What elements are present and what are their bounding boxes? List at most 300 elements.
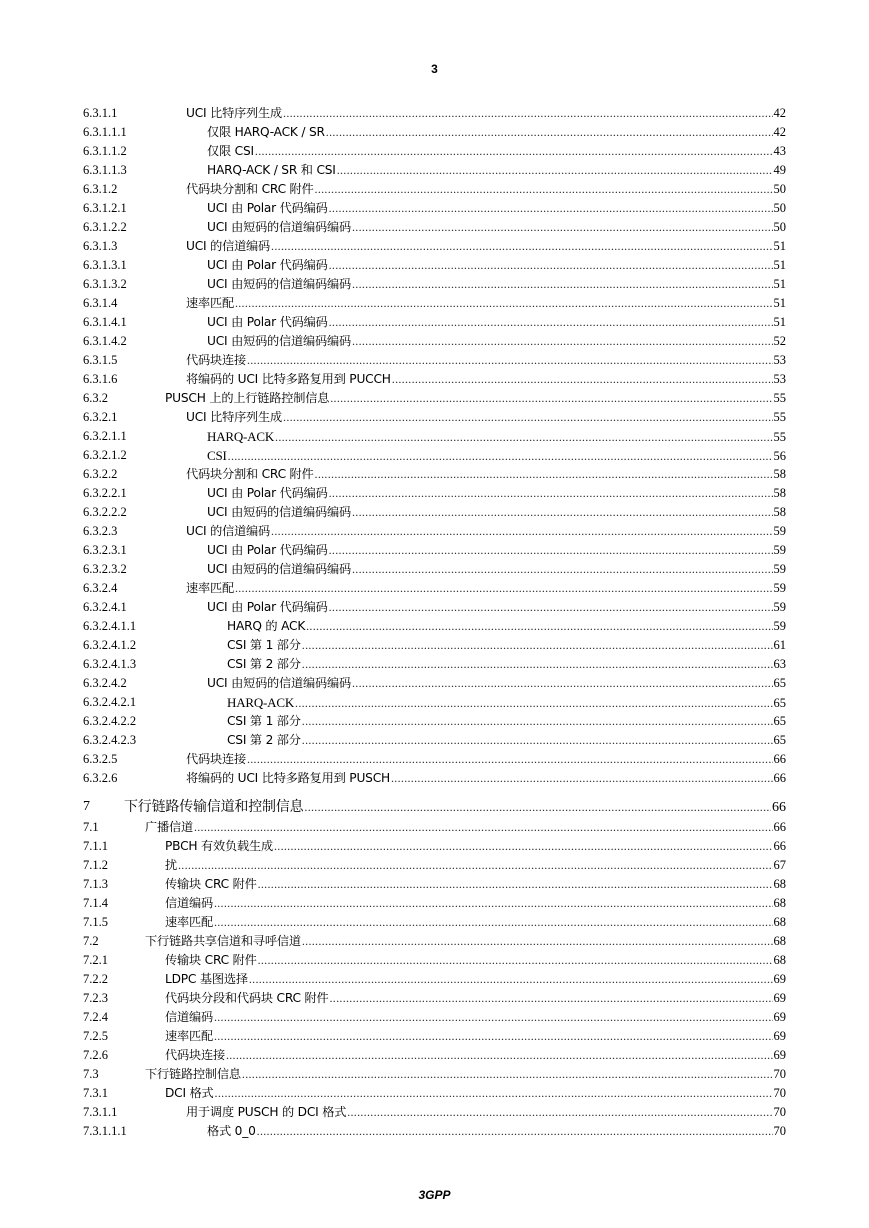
toc-page-number: 63 — [773, 657, 786, 671]
toc-dot-leader — [352, 218, 773, 237]
toc-entry — [207, 446, 786, 466]
toc-page-number: 67 — [773, 858, 786, 872]
toc-title: CSI 第 2 部分 — [227, 733, 301, 747]
toc-page-number: 56 — [773, 449, 786, 463]
toc-page-number: 59 — [773, 619, 786, 633]
toc-dot-leader — [274, 837, 773, 856]
toc-dot-leader — [228, 447, 773, 466]
toc-row[interactable] — [83, 313, 786, 332]
toc-page-number: 65 — [773, 696, 786, 710]
toc-section-number: 6.3.2.4.1.1 — [83, 619, 137, 633]
toc-row[interactable] — [83, 237, 786, 256]
toc-row[interactable] — [83, 389, 786, 408]
toc-row[interactable] — [83, 104, 786, 123]
toc-page-number: 59 — [773, 581, 786, 595]
toc-title: 仅限 CSI — [207, 144, 254, 158]
toc-row[interactable] — [83, 1027, 786, 1046]
toc-title: LDPC 基图选择 — [165, 972, 248, 986]
toc-page-number: 69 — [773, 991, 786, 1005]
toc-page-number: 43 — [773, 144, 786, 158]
toc-entry — [165, 970, 786, 989]
toc-section-number: 7.3 — [83, 1067, 99, 1081]
toc-dot-leader — [352, 332, 773, 351]
toc-dot-leader — [215, 1084, 773, 1103]
toc-section-number: 6.3.1.1 — [83, 106, 118, 120]
toc-title: HARQ-ACK / SR 和 CSI — [207, 163, 336, 177]
toc-page-number: 69 — [773, 972, 786, 986]
toc-dot-leader — [194, 818, 773, 837]
toc-dot-leader — [329, 598, 773, 617]
toc-row[interactable] — [83, 837, 786, 856]
toc-entry — [207, 1122, 786, 1141]
toc-section-number: 6.3.1.4 — [83, 296, 118, 310]
toc-dot-leader — [304, 796, 771, 818]
toc-row[interactable] — [83, 655, 786, 674]
toc-section-number: 6.3.1.3 — [83, 239, 118, 253]
toc-entry — [165, 875, 786, 894]
toc-row[interactable] — [83, 951, 786, 970]
toc-title: UCI 由 Polar 代码编码 — [207, 486, 328, 500]
toc-dot-leader — [302, 655, 773, 674]
toc-title: UCI 由 Polar 代码编码 — [207, 315, 328, 329]
toc-section-number: 7 — [83, 799, 90, 814]
toc-row[interactable] — [83, 503, 786, 522]
toc-row[interactable] — [83, 465, 786, 484]
toc-section-number: 6.3.2.4.2.2 — [83, 714, 137, 728]
toc-page-number: 65 — [773, 676, 786, 690]
toc-page-number: 61 — [773, 638, 786, 652]
toc-page-number: 66 — [773, 820, 786, 834]
toc-section-number: 6.3.1.2.2 — [83, 220, 127, 234]
toc-title: 速率匹配 — [186, 296, 234, 310]
toc-page-number: 49 — [773, 163, 786, 177]
toc-section-number: 6.3.2.3.2 — [83, 562, 127, 576]
toc-row[interactable] — [83, 731, 786, 750]
toc-page-number: 59 — [773, 524, 786, 538]
toc-row[interactable] — [83, 856, 786, 875]
toc-row[interactable] — [83, 142, 786, 161]
toc-row[interactable] — [83, 796, 786, 818]
toc-row[interactable] — [83, 1084, 786, 1103]
toc-section-number: 6.3.1.1.1 — [83, 125, 127, 139]
toc-dot-leader — [271, 237, 772, 256]
toc-entry — [165, 389, 786, 408]
toc-title: 代码块分段和代码块 CRC 附件 — [165, 991, 329, 1005]
toc-section-number: 6.3.1.5 — [83, 353, 118, 367]
toc-section-number: 7.1.5 — [83, 915, 108, 929]
toc-entry — [165, 1046, 786, 1065]
toc-entry — [207, 541, 786, 560]
toc-section-number: 7.2.5 — [83, 1029, 108, 1043]
toc-title: HARQ-ACK — [227, 695, 295, 710]
toc-title: CSI 第 2 部分 — [227, 657, 301, 671]
toc-title: UCI 由短码的信道编码编码 — [207, 505, 351, 519]
toc-row[interactable] — [83, 199, 786, 218]
toc-title: 速率匹配 — [165, 915, 213, 929]
toc-row[interactable] — [83, 674, 786, 693]
toc-title: UCI 由短码的信道编码编码 — [207, 562, 351, 576]
toc-dot-leader — [178, 856, 773, 875]
toc-row[interactable] — [83, 446, 786, 465]
toc-row[interactable] — [83, 123, 786, 142]
toc-page-number: 70 — [773, 1086, 786, 1100]
toc-title: 代码块分割和 CRC 附件 — [186, 182, 314, 196]
toc-title: UCI 由 Polar 代码编码 — [207, 258, 328, 272]
toc-entry — [227, 655, 786, 674]
toc-title: 代码块连接 — [165, 1048, 225, 1062]
toc-page-number: 68 — [773, 915, 786, 929]
toc-page-number: 69 — [773, 1010, 786, 1024]
toc-dot-leader — [258, 951, 773, 970]
toc-row[interactable] — [83, 256, 786, 275]
toc-entry — [186, 1103, 786, 1122]
toc-row[interactable] — [83, 970, 786, 989]
toc-dot-leader — [337, 161, 773, 180]
toc-page-number: 58 — [773, 486, 786, 500]
toc-page-number: 42 — [773, 106, 786, 120]
toc-page-number: 50 — [773, 182, 786, 196]
toc-dot-leader — [329, 256, 773, 275]
toc-page-number: 58 — [773, 505, 786, 519]
toc-dot-leader — [306, 617, 772, 636]
toc-row[interactable] — [83, 1122, 786, 1141]
toc-row[interactable] — [83, 913, 786, 932]
toc-dot-leader — [329, 313, 773, 332]
toc-entry — [165, 989, 786, 1008]
toc-title: 传输块 CRC 附件 — [165, 953, 257, 967]
toc-title: 信道编码 — [165, 896, 213, 910]
toc-title: CSI 第 1 部分 — [227, 638, 301, 652]
toc-title: PBCH 有效负载生成 — [165, 839, 273, 853]
toc-page-number: 66 — [773, 752, 786, 766]
toc-dot-leader — [247, 750, 773, 769]
toc-dot-leader — [214, 1027, 773, 1046]
toc-dot-leader — [226, 1046, 773, 1065]
toc-page-number: 51 — [773, 296, 786, 310]
toc-page-number: 52 — [773, 334, 786, 348]
toc-entry — [207, 199, 786, 218]
toc-title: 格式 0_0 — [207, 1124, 256, 1138]
toc-row[interactable] — [83, 427, 786, 446]
toc-section-number: 7.2.6 — [83, 1048, 108, 1062]
toc-page-number: 55 — [773, 430, 786, 444]
toc-dot-leader — [214, 913, 773, 932]
toc-entry — [207, 123, 786, 142]
toc-title: 广播信道 — [145, 820, 193, 834]
toc-dot-leader — [315, 465, 773, 484]
toc-entry — [207, 161, 786, 180]
toc-entry — [227, 693, 786, 713]
toc-row[interactable] — [83, 1065, 786, 1084]
toc-section-number: 6.3.2.4 — [83, 581, 118, 595]
toc-title: 代码块连接 — [186, 752, 246, 766]
toc-entry — [207, 503, 786, 522]
toc-section-number: 7.1.4 — [83, 896, 108, 910]
toc-dot-leader — [235, 294, 773, 313]
toc-entry — [186, 750, 786, 769]
toc-title: 速率匹配 — [165, 1029, 213, 1043]
toc-section-number: 6.3.1.3.2 — [83, 277, 127, 291]
toc-row[interactable] — [83, 579, 786, 598]
toc-section-number: 6.3.2.6 — [83, 771, 118, 785]
toc-row[interactable] — [83, 617, 786, 636]
toc-title: 传输块 CRC 附件 — [165, 877, 257, 891]
toc-title: 下行链路共享信道和寻呼信道 — [145, 934, 301, 948]
toc-dot-leader — [235, 579, 773, 598]
toc-row[interactable] — [83, 332, 786, 351]
toc-entry — [186, 180, 786, 199]
toc-dot-leader — [347, 1103, 772, 1122]
toc-page-number: 66 — [772, 800, 786, 815]
toc-entry — [227, 712, 786, 731]
toc-section-number: 6.3.2.4.2 — [83, 676, 127, 690]
toc-title: UCI 由短码的信道编码编码 — [207, 676, 351, 690]
toc-dot-leader — [283, 104, 772, 123]
toc-row[interactable] — [83, 932, 786, 951]
toc-title: HARQ 的 ACK — [227, 619, 306, 633]
toc-row[interactable] — [83, 180, 786, 199]
toc-dot-leader — [391, 769, 773, 788]
toc-title: 下行链路控制信息 — [145, 1067, 241, 1081]
toc-entry — [165, 837, 786, 856]
toc-row[interactable] — [83, 769, 786, 788]
toc-section-number: 6.3.2.3 — [83, 524, 118, 538]
toc-entry — [207, 484, 786, 503]
toc-entry — [165, 856, 786, 875]
toc-page-number: 70 — [773, 1105, 786, 1119]
footer-3gpp: 3GPP — [418, 1188, 451, 1202]
toc-title: 下行链路传输信道和控制信息 — [124, 799, 304, 815]
toc-page-number: 65 — [773, 714, 786, 728]
toc-section-number: 7.2.3 — [83, 991, 108, 1005]
toc-entry — [207, 427, 786, 447]
toc-dot-leader — [329, 484, 773, 503]
toc-section-number: 6.3.2 — [83, 391, 108, 405]
toc-dot-leader — [214, 1008, 773, 1027]
toc-row[interactable] — [83, 693, 786, 712]
toc-dot-leader — [392, 370, 773, 389]
toc-page-number: 51 — [773, 239, 786, 253]
toc-section-number: 6.3.2.3.1 — [83, 543, 127, 557]
toc-title: UCI 由短码的信道编码编码 — [207, 220, 351, 234]
toc-section-number: 6.3.2.2 — [83, 467, 118, 481]
toc-entry — [165, 951, 786, 970]
toc-dot-leader — [330, 389, 772, 408]
toc-title: CSI — [207, 448, 227, 463]
toc-entry — [207, 598, 786, 617]
toc-dot-leader — [275, 428, 772, 447]
toc-dot-leader — [295, 694, 772, 713]
toc-dot-leader — [330, 989, 773, 1008]
toc-title: 信道编码 — [165, 1010, 213, 1024]
toc-section-number: 7.1.3 — [83, 877, 108, 891]
toc-entry — [165, 894, 786, 913]
toc-row[interactable] — [83, 750, 786, 769]
toc-page-number: 69 — [773, 1029, 786, 1043]
toc-dot-leader — [214, 894, 773, 913]
toc-row[interactable] — [83, 894, 786, 913]
toc-row[interactable] — [83, 218, 786, 237]
toc-title: 用于调度 PUSCH 的 DCI 格式 — [186, 1105, 347, 1119]
toc-row[interactable] — [83, 351, 786, 370]
toc-title: UCI 由短码的信道编码编码 — [207, 277, 351, 291]
toc-section-number: 7.1 — [83, 820, 99, 834]
toc-page-number: 59 — [773, 543, 786, 557]
toc-dot-leader — [329, 199, 773, 218]
toc-section-number: 7.2.2 — [83, 972, 108, 986]
toc-row[interactable] — [83, 712, 786, 731]
toc-dot-leader — [302, 636, 773, 655]
toc-entry — [165, 913, 786, 932]
toc-title: 扰 — [165, 858, 177, 872]
toc-title: 将编码的 UCI 比特多路复用到 PUCCH — [186, 372, 391, 386]
toc-row[interactable] — [83, 161, 786, 180]
toc-dot-leader — [247, 351, 773, 370]
toc-entry — [207, 332, 786, 351]
toc-row[interactable] — [83, 370, 786, 389]
toc-title: 代码块分割和 CRC 附件 — [186, 467, 314, 481]
toc-dot-leader — [329, 541, 773, 560]
toc-entry — [186, 351, 786, 370]
toc-section-number: 7.3.1.1 — [83, 1105, 118, 1119]
toc-entry — [186, 237, 786, 256]
toc-section-number: 6.3.1.3.1 — [83, 258, 127, 272]
table-of-contents — [83, 104, 786, 1141]
toc-row[interactable] — [83, 818, 786, 837]
toc-entry — [207, 256, 786, 275]
toc-section-number: 6.3.2.5 — [83, 752, 118, 766]
toc-row[interactable] — [83, 522, 786, 541]
toc-entry — [227, 617, 786, 636]
toc-title: 仅限 HARQ-ACK / SR — [207, 125, 325, 139]
toc-row[interactable] — [83, 408, 786, 427]
toc-entry — [186, 104, 786, 123]
toc-entry — [186, 465, 786, 484]
toc-row[interactable] — [83, 636, 786, 655]
toc-dot-leader — [315, 180, 773, 199]
toc-section-number: 7.2 — [83, 934, 99, 948]
toc-dot-leader — [326, 123, 773, 142]
page-number: 3 — [431, 62, 438, 76]
toc-title: PUSCH 上的上行链路控制信息 — [165, 391, 330, 405]
toc-page-number: 58 — [773, 467, 786, 481]
toc-entry — [186, 370, 786, 389]
toc-page-number: 50 — [773, 201, 786, 215]
toc-title: UCI 比特序列生成 — [186, 410, 283, 424]
toc-title: 代码块连接 — [186, 353, 246, 367]
toc-entry — [165, 1084, 786, 1103]
toc-section-number: 6.3.1.1.2 — [83, 144, 127, 158]
toc-section-number: 6.3.2.1.1 — [83, 429, 127, 443]
toc-page-number: 65 — [773, 733, 786, 747]
toc-entry — [145, 1065, 786, 1084]
toc-entry — [207, 560, 786, 579]
toc-page-number: 53 — [773, 353, 786, 367]
toc-row[interactable] — [83, 560, 786, 579]
toc-section-number: 6.3.1.4.2 — [83, 334, 127, 348]
toc-title: UCI 比特序列生成 — [186, 106, 283, 120]
toc-section-number: 6.3.1.2 — [83, 182, 118, 196]
toc-section-number: 6.3.2.4.1.3 — [83, 657, 137, 671]
toc-entry — [186, 579, 786, 598]
toc-dot-leader — [258, 875, 773, 894]
toc-dot-leader — [242, 1065, 773, 1084]
toc-dot-leader — [271, 522, 772, 541]
toc-section-number: 6.3.2.2.1 — [83, 486, 127, 500]
toc-entry — [207, 218, 786, 237]
toc-entry — [207, 674, 786, 693]
toc-page-number: 51 — [773, 277, 786, 291]
toc-row[interactable] — [83, 989, 786, 1008]
toc-section-number: 6.3.1.1.3 — [83, 163, 127, 177]
toc-entry — [145, 818, 786, 837]
toc-title: DCI 格式 — [165, 1086, 214, 1100]
toc-section-number: 6.3.2.4.2.3 — [83, 733, 137, 747]
toc-title: UCI 的信道编码 — [186, 524, 271, 538]
toc-section-number: 6.3.1.4.1 — [83, 315, 127, 329]
toc-page-number: 59 — [773, 562, 786, 576]
toc-title: 速率匹配 — [186, 581, 234, 595]
toc-page-number: 68 — [773, 896, 786, 910]
toc-row[interactable] — [83, 541, 786, 560]
toc-row[interactable] — [83, 275, 786, 294]
toc-section-number: 6.3.2.4.1.2 — [83, 638, 137, 652]
toc-section-number: 7.1.2 — [83, 858, 108, 872]
toc-section-number: 7.2.4 — [83, 1010, 108, 1024]
toc-row[interactable] — [83, 294, 786, 313]
toc-row[interactable] — [83, 1103, 786, 1122]
toc-page-number: 69 — [773, 1048, 786, 1062]
toc-page-number: 55 — [773, 410, 786, 424]
toc-page-number: 55 — [773, 391, 786, 405]
toc-title: UCI 由 Polar 代码编码 — [207, 201, 328, 215]
toc-entry — [207, 142, 786, 161]
toc-row[interactable] — [83, 875, 786, 894]
toc-title: UCI 由短码的信道编码编码 — [207, 334, 351, 348]
toc-dot-leader — [255, 142, 773, 161]
toc-dot-leader — [302, 731, 773, 750]
toc-row[interactable] — [83, 484, 786, 503]
toc-section-number: 7.3.1.1.1 — [83, 1124, 127, 1138]
toc-section-number: 6.3.2.1.2 — [83, 448, 127, 462]
toc-entry — [227, 731, 786, 750]
toc-section-number: 7.2.1 — [83, 953, 108, 967]
toc-page-number: 68 — [773, 877, 786, 891]
toc-entry — [186, 769, 786, 788]
toc-entry — [145, 932, 786, 951]
toc-page-number: 59 — [773, 600, 786, 614]
toc-entry — [165, 1027, 786, 1046]
toc-row[interactable] — [83, 1008, 786, 1027]
toc-dot-leader — [352, 674, 773, 693]
toc-page-number: 68 — [773, 934, 786, 948]
toc-dot-leader — [352, 560, 773, 579]
toc-page-number: 51 — [773, 258, 786, 272]
toc-entry — [186, 522, 786, 541]
toc-section-number: 7.1.1 — [83, 839, 108, 853]
toc-page-number: 66 — [773, 839, 786, 853]
toc-entry — [207, 275, 786, 294]
toc-dot-leader — [352, 503, 773, 522]
toc-page-number: 51 — [773, 315, 786, 329]
toc-page-number: 42 — [773, 125, 786, 139]
toc-title: HARQ-ACK — [207, 429, 275, 444]
toc-page-number: 66 — [773, 771, 786, 785]
toc-row[interactable] — [83, 598, 786, 617]
toc-entry — [207, 313, 786, 332]
toc-row[interactable] — [83, 1046, 786, 1065]
toc-entry — [165, 1008, 786, 1027]
